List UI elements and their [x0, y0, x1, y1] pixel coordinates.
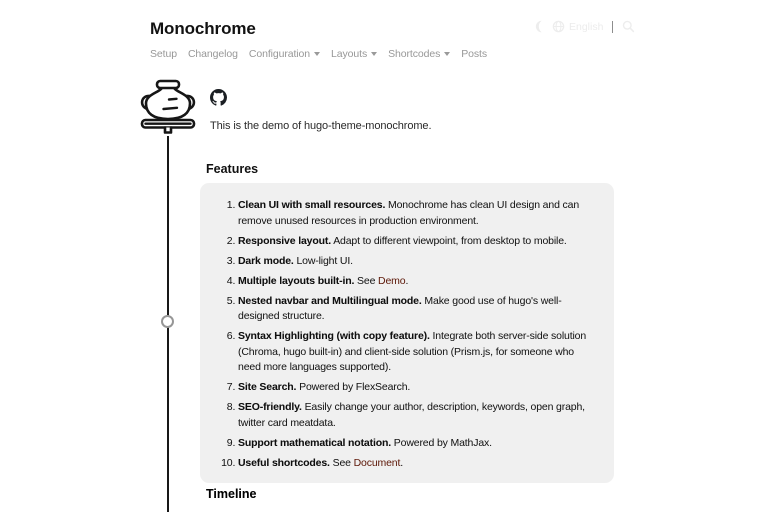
feature-suffix: .: [405, 274, 409, 287]
nav-item-changelog[interactable]: Changelog: [187, 48, 238, 60]
search-icon: [622, 20, 635, 33]
feature-title: Dark mode.: [238, 254, 294, 267]
nav-item-setup[interactable]: Setup: [150, 48, 177, 60]
feature-text: Powered by MathJax.: [391, 436, 492, 449]
nav-item-posts[interactable]: Posts: [461, 48, 487, 60]
feature-title: Multiple layouts built-in.: [238, 274, 355, 287]
chevron-down-icon: [371, 52, 377, 56]
feature-title: Site Search.: [238, 381, 297, 393]
feature-title: SEO-friendly.: [238, 401, 302, 413]
feature-text: Adapt to different viewpoint, from desktop to mobile.: [331, 234, 567, 247]
feature-text: Make good use of hugo's well-designed structure.: [238, 294, 562, 322]
feature-item: [238, 380, 598, 396]
feature-title: Nested navbar and Multilingual mode.: [238, 294, 422, 307]
feature-item: [238, 254, 598, 270]
moon-icon: [533, 20, 546, 33]
feature-item: [238, 294, 598, 325]
feature-title: Responsive layout.: [238, 234, 331, 247]
features-card: [200, 183, 614, 483]
feature-text: Powered by FlexSearch.: [296, 381, 411, 393]
features-list: [212, 198, 598, 471]
feature-text: Integrate both server-side solution (Chroma, hugo built-in) and client-side solution (Prism.js, for someone who need more languages supported).: [238, 330, 587, 373]
chevron-down-icon: [314, 52, 320, 56]
language-label: English: [569, 20, 604, 33]
chevron-down-icon: [444, 52, 450, 56]
feature-text: See: [354, 274, 379, 287]
features-heading: Features: [206, 162, 259, 176]
feature-title: Clean UI with small resources.: [238, 199, 386, 211]
feature-title: Support mathematical notation.: [238, 436, 392, 449]
feature-item: [238, 436, 598, 452]
header-controls: [533, 20, 635, 33]
feature-item: [238, 456, 598, 472]
feature-text: Monochrome has clean UI design and can remove unused resources in production environment.: [238, 199, 580, 227]
feature-item: [238, 274, 598, 290]
feature-text: Low-light UI.: [293, 254, 353, 267]
feature-title: Syntax Highlighting (with copy feature).: [238, 330, 430, 342]
feature-link[interactable]: Document: [353, 456, 401, 469]
github-link[interactable]: [210, 89, 227, 106]
nav-item-shortcodes[interactable]: Shortcodes: [388, 48, 450, 60]
divider: [612, 21, 613, 33]
feature-text: See: [329, 456, 354, 469]
vase-logo: [136, 79, 200, 141]
feature-text: Easily change your author, description, keywords, open graph, twitter card meatdata.: [238, 401, 585, 429]
feature-suffix: .: [400, 456, 404, 469]
feature-link[interactable]: Demo: [378, 274, 406, 287]
feature-title: Useful shortcodes.: [238, 456, 330, 469]
site-title: Monochrome: [150, 19, 256, 38]
feature-item: [238, 198, 598, 229]
search-button[interactable]: [622, 20, 635, 33]
timeline-heading: Timeline: [206, 487, 257, 501]
feature-item: [238, 400, 598, 431]
globe-icon: [552, 20, 565, 33]
site-description: This is the demo of hugo-theme-monochrome.: [210, 120, 432, 132]
feature-item: [238, 234, 598, 250]
nav-item-configuration[interactable]: Configuration: [249, 48, 320, 60]
nav-item-layouts[interactable]: Layouts: [331, 48, 377, 60]
language-switcher[interactable]: [552, 20, 603, 33]
timeline-node: [161, 315, 174, 328]
github-icon: [210, 89, 227, 106]
feature-item: [238, 329, 598, 376]
dark-mode-toggle[interactable]: [533, 20, 546, 33]
main-nav: [150, 48, 487, 60]
